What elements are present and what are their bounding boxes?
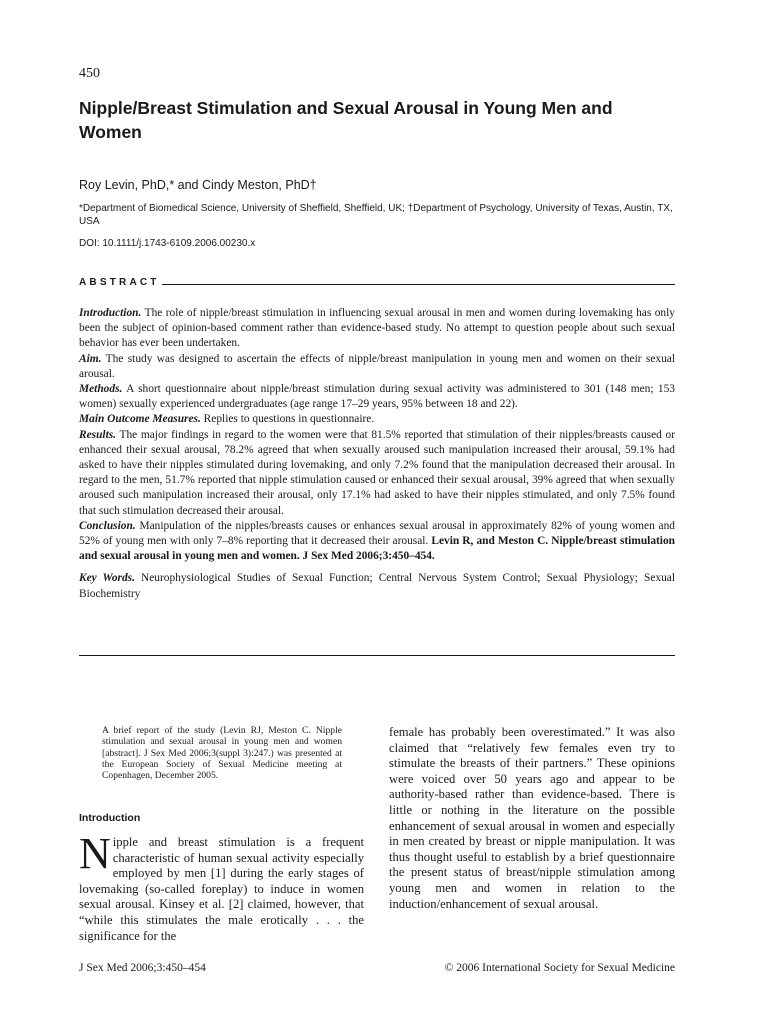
abstract-keywords-text: Neurophysiological Studies of Sexual Function; Central Nervous System Control; Sexual Physiology; Sexual Biochemistry [79, 572, 675, 600]
abstract-aim-label: Aim. [79, 352, 102, 365]
abstract-outcome-label: Main Outcome Measures. [79, 413, 201, 426]
page-number: 450 [79, 66, 100, 81]
abstract-conclusion-text: Manipulation of the nipples/breasts causes or enhances sexual arousal in approximately 82% of young women and 52% of young men with only 7–8% reporting that it decreased their arousal. [79, 519, 675, 548]
right-column-text: female has probably been overestimated.” It was also claimed that “relatively few females even try to stimulate the breasts of their partners.” These opinions were voiced over 50 years ago and appear to be authority-based rather than evidence-based. There is little or nothing in the literature on the possible enhancement of sexual arousal in women and especially in men created by breast or nipple manipulation. It was thus thought useful to establish by a brief questionnaire the present status of breast/nipple stimulation among young men and women in relation to the induction/enhancement of sexual arousal. [389, 725, 675, 911]
drop-cap: N [79, 829, 111, 878]
abstract-heading-row [79, 277, 675, 288]
introduction-heading: Introduction [79, 812, 141, 824]
author-list: Roy Levin, PhD,* and Cindy Meston, PhD† [79, 178, 317, 192]
abstract-bottom-rule [79, 655, 675, 656]
abstract-outcome [79, 412, 675, 427]
abstract-results [79, 428, 675, 519]
abstract-aim-text: The study was designed to ascertain the effects of nipple/breast manipulation in young men and women on their sexual arousal. [79, 352, 675, 380]
abstract-methods-text: A short questionnaire about nipple/breast stimulation during sexual activity was administered to 301 (148 men; 153 women) sexually experienced undergraduates (age range 17–29 years, 95% between 18 and 22). [79, 383, 675, 411]
abstract-outcome-text: Replies to questions in questionnaire. [200, 413, 375, 426]
abstract-keywords [79, 571, 675, 601]
journal-citation-footer: J Sex Med 2006;3:450–454 [79, 962, 206, 974]
abstract-aim [79, 352, 675, 382]
abstract-keywords-label: Key Words. [79, 572, 135, 585]
abstract-citation: Levin R, and Meston C. Nipple/breast stimulation and sexual arousal in young men and women. J Sex Med 2006;3:450–454. [79, 535, 676, 563]
abstract-body [79, 306, 675, 602]
copyright-footer: © 2006 International Society for Sexual Medicine [444, 962, 675, 974]
abstract-conclusion [79, 519, 675, 565]
abstract-introduction [79, 306, 675, 352]
introduction-text: ipple and breast stimulation is a frequent characteristic of human sexual activity especially employed by men [1] during the early stages of lovemaking (so-called foreplay) to induce in women sexual arousal. Kinsey et al. [2] claimed, however, that “while this stimulates the male erotically . . . the significance for the [79, 835, 364, 943]
abstract-introduction-text: The role of nipple/breast stimulation in influencing sexual arousal in men and women during lovemaking has only been the subject of opinion-based comment rather than evidence-based study. No attempt to question people about such sexual behavior has ever been undertaken. [79, 307, 675, 350]
presentation-footnote: A brief report of the study (Levin RJ, Meston C. Nipple stimulation and sexual arousal in young men and women [abstract]. J Sex Med 2006;3(suppl 3):247.) was presented at the European Society of Sexual Medicine meeting at Copenhagen, December 2005. [102, 725, 342, 782]
abstract-heading: ABSTRACT [79, 277, 160, 288]
abstract-methods [79, 382, 675, 412]
abstract-rule [162, 284, 675, 285]
abstract-methods-label: Methods. [79, 383, 123, 396]
introduction-paragraph [79, 829, 364, 944]
affiliations: *Department of Biomedical Science, University of Sheffield, Sheffield, UK; †Department of Psychology, University of Texas, Austin, TX, USA [79, 203, 673, 227]
article-title: Nipple/Breast Stimulation and Sexual Arousal in Young Men and Women [79, 98, 613, 142]
abstract-results-label: Results. [79, 428, 117, 441]
doi-link[interactable]: DOI: 10.1111/j.1743-6109.2006.00230.x [79, 238, 256, 249]
abstract-introduction-label: Introduction. [79, 307, 142, 319]
abstract-conclusion-label: Conclusion. [79, 519, 136, 532]
abstract-results-text: The major findings in regard to the women were that 81.5% reported that stimulation of their nipples/breasts caused or enhanced their sexual arousal, 78.2% agreed that when sexually aroused such manipulation increased their arousal, 59.1% had asked to have their nipples stimulated during lovemaking, and only 7.2% found that the manipulation decreased their arousal. In regard to the men, 51.7% reported that nipple stimulation caused or enhanced their sexual arousal, 39% agreed that when sexually aroused such manipulation increased their arousal, only 17.1% had asked to have their nipples stimulated, and only 7.5% found that such stimulation decreased their arousal. [79, 428, 675, 517]
